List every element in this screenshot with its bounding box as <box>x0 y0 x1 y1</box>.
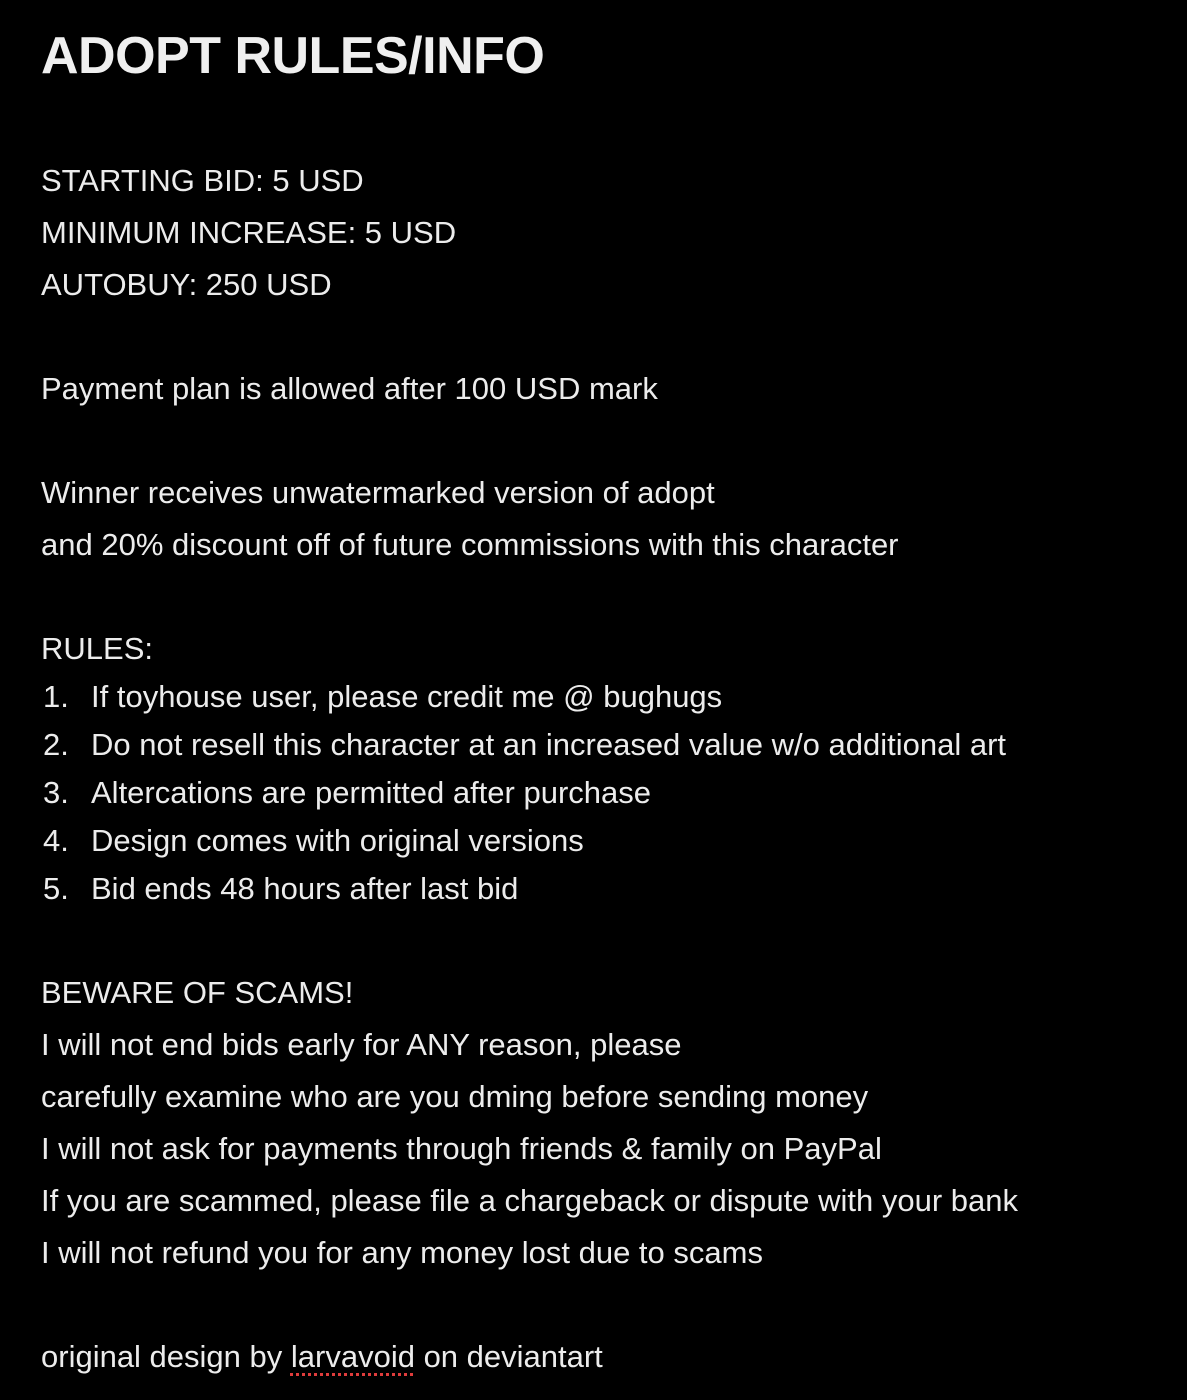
scam-line-1: I will not end bids early for ANY reason, please <box>41 1027 682 1062</box>
credit-prefix: original design by <box>41 1339 291 1374</box>
rule-item-4 <box>21 821 584 861</box>
rule-text: Do not resell this character at an increased value w/o additional art <box>91 727 1006 762</box>
rule-number: 5. <box>43 871 69 906</box>
rule-text: Altercations are permitted after purchase <box>91 775 651 810</box>
note-title: ADOPT RULES/INFO <box>41 27 545 85</box>
winner-line-1: Winner receives unwatermarked version of adopt <box>41 475 715 510</box>
rule-item-2 <box>21 725 1006 765</box>
rules-heading: RULES: <box>41 631 153 666</box>
payment-plan-line: Payment plan is allowed after 100 USD mark <box>41 371 658 406</box>
credit-line <box>41 1337 603 1377</box>
starting-bid-line: STARTING BID: 5 USD <box>41 163 364 198</box>
credit-username-misspelled[interactable]: larvavoid <box>290 1339 415 1374</box>
rule-item-3 <box>21 773 651 813</box>
rule-text: Design comes with original versions <box>91 823 584 858</box>
rule-text: If toyhouse user, please credit me @ bughugs <box>91 679 723 714</box>
scam-line-3: I will not ask for payments through friends & family on PayPal <box>41 1131 882 1166</box>
rule-item-1 <box>21 677 722 717</box>
minimum-increase-line: MINIMUM INCREASE: 5 USD <box>41 215 457 250</box>
rule-number: 2. <box>43 727 69 762</box>
rule-text: Bid ends 48 hours after last bid <box>91 871 519 906</box>
rule-number: 3. <box>43 775 69 810</box>
scam-line-5: I will not refund you for any money lost due to scams <box>41 1235 763 1270</box>
rule-number: 4. <box>43 823 69 858</box>
scam-warning-heading: BEWARE OF SCAMS! <box>41 975 354 1010</box>
rule-number: 1. <box>43 679 69 714</box>
scam-line-2: carefully examine who are you dming before sending money <box>41 1079 869 1114</box>
scam-line-4: If you are scammed, please file a chargeback or dispute with your bank <box>41 1183 1019 1218</box>
credit-suffix: on deviantart <box>414 1339 603 1374</box>
autobuy-line: AUTOBUY: 250 USD <box>41 267 332 302</box>
winner-line-2: and 20% discount off of future commissions with this character <box>41 527 899 562</box>
rule-item-5 <box>21 869 518 909</box>
